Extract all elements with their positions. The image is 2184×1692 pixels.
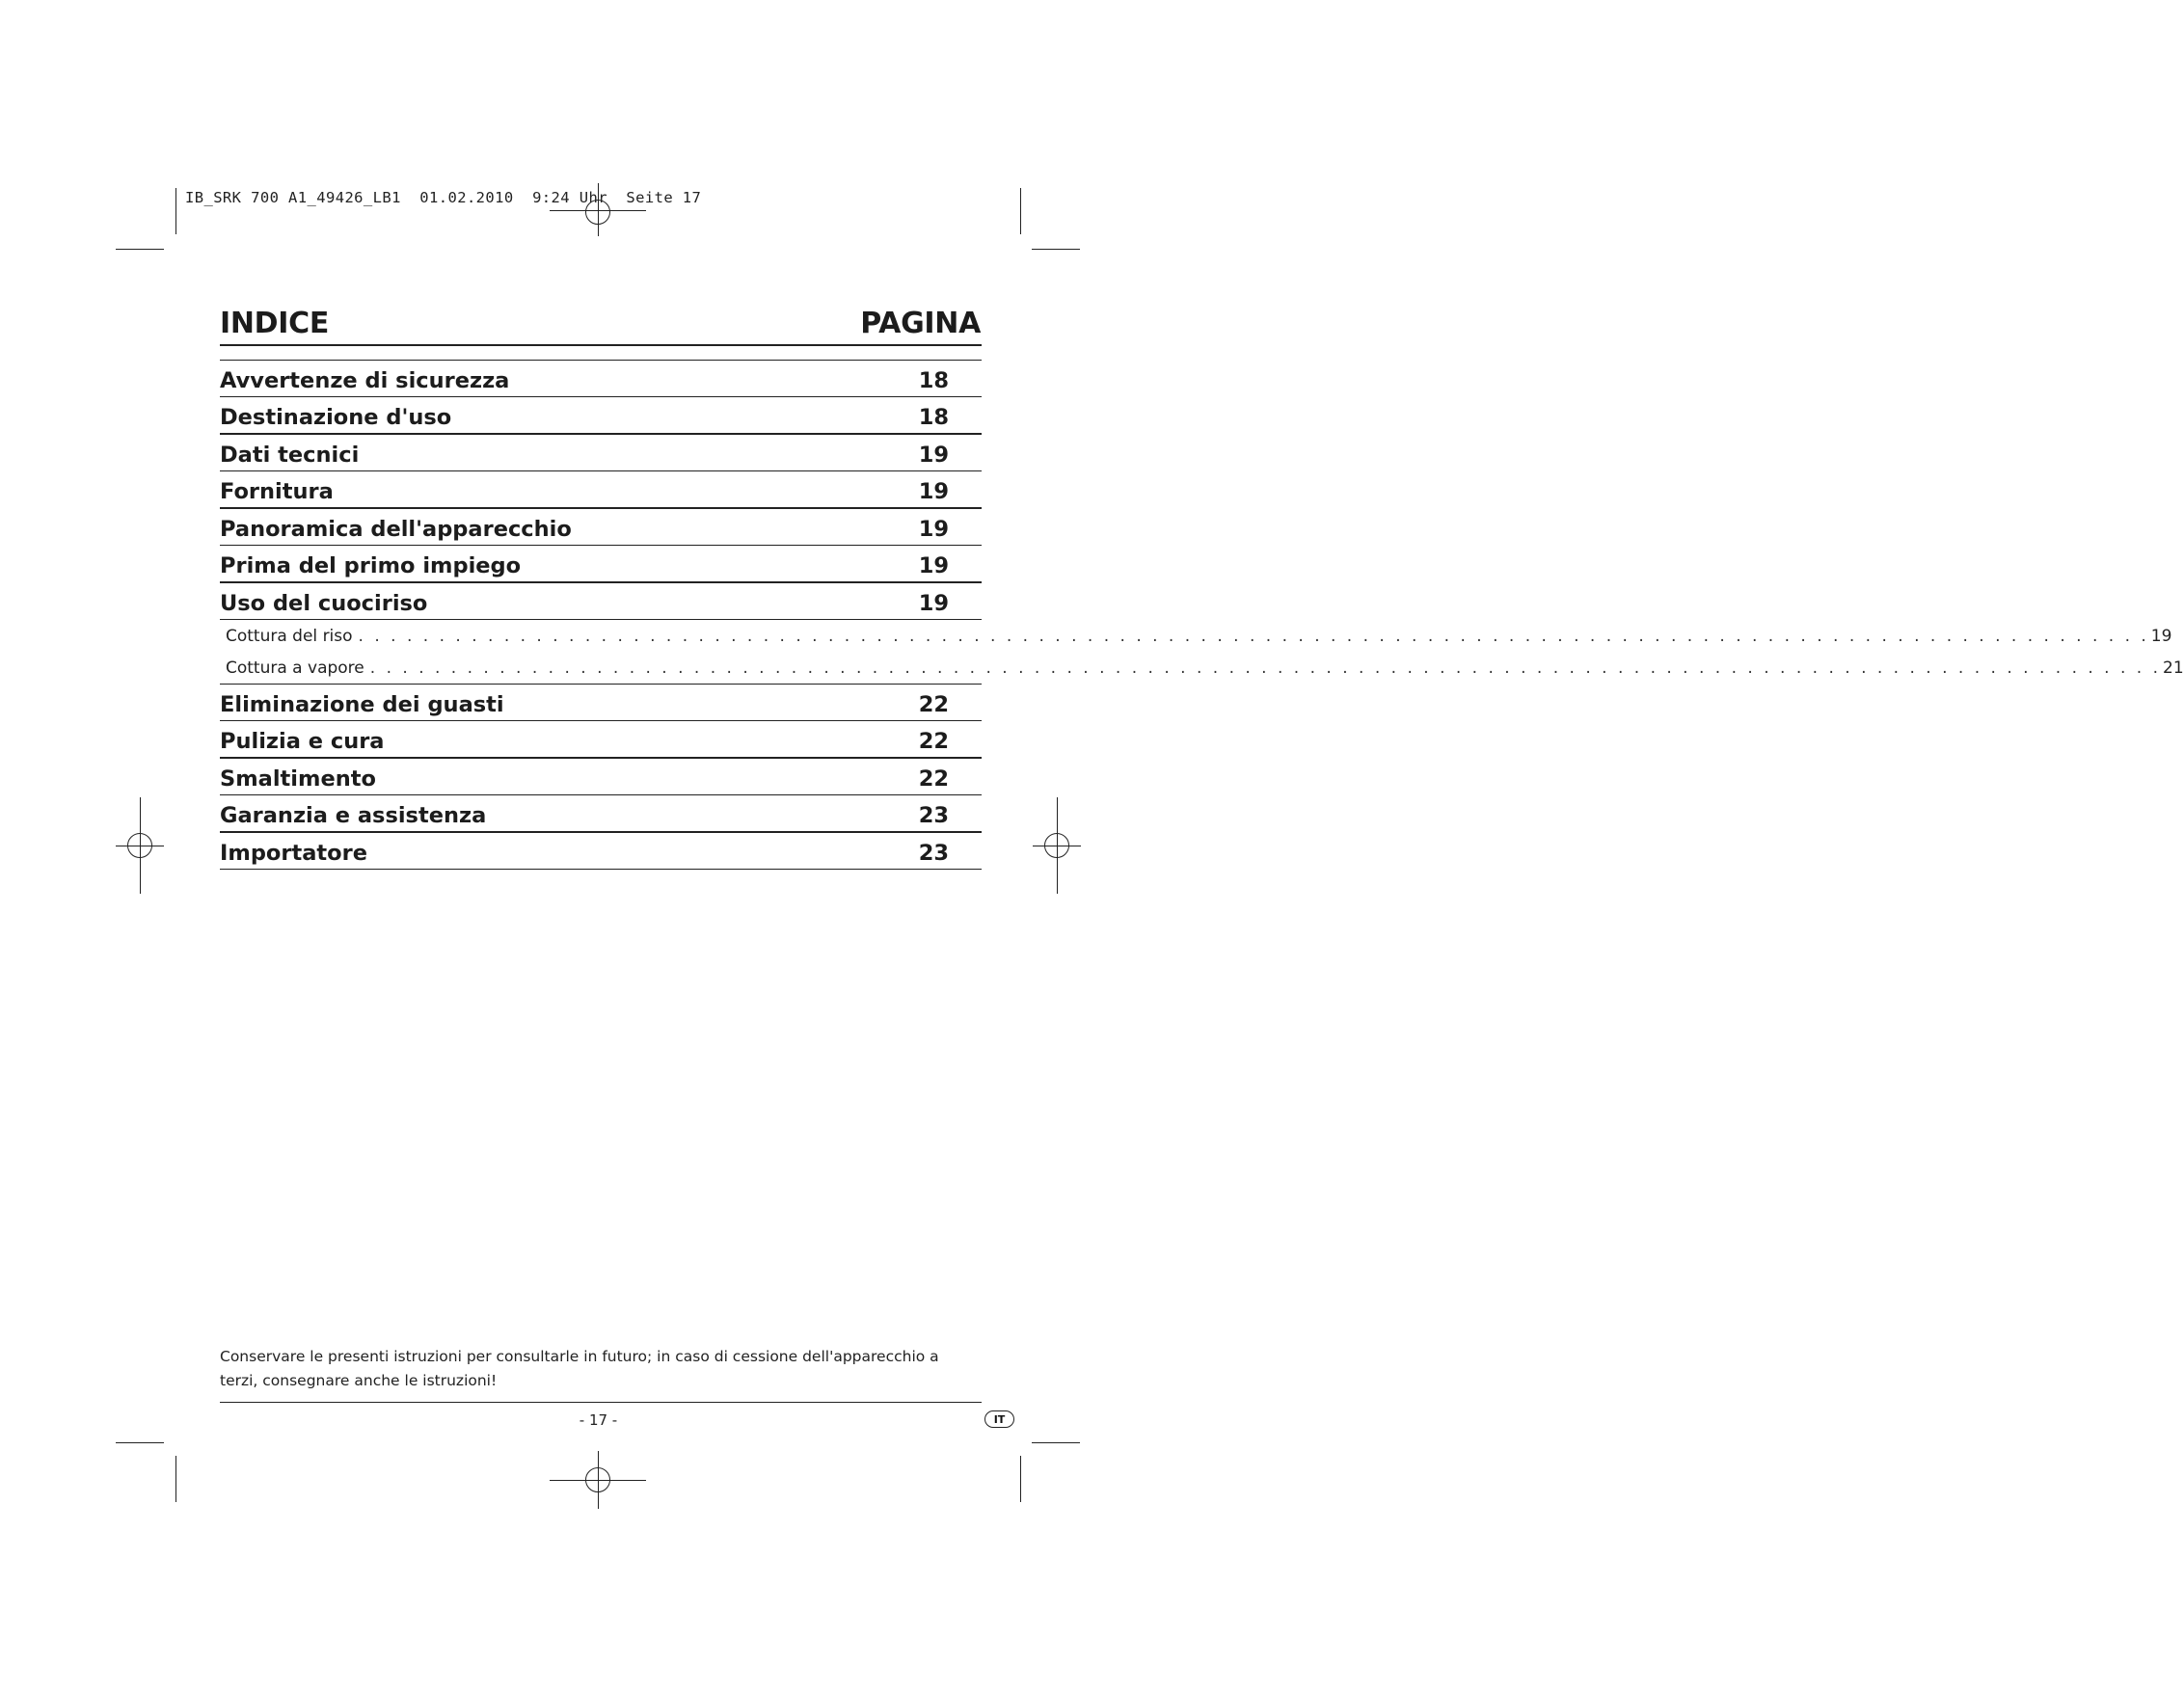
toc-entry[interactable] [220,508,982,546]
retain-instructions-note: Conservare le presenti istruzioni per consultarle in futuro; in caso di cessione dell'apparecchio a terzi, consegnare anche le istruzioni! [220,1348,939,1389]
toc-entry[interactable] [220,434,982,471]
toc-entry-label: Prima del primo impiego [220,553,522,578]
crop-mark [1020,188,1021,234]
toc-entry[interactable] [220,360,982,397]
toc-entry-label: Fornitura [220,479,334,504]
toc-entry-label: Garanzia e assistenza [220,803,487,828]
toc-entry-page: 22 [918,729,949,754]
toc-entry-label: Importatore [220,841,367,866]
toc-entry-label: Smaltimento [220,766,376,792]
page-column-header: PAGINA [860,307,981,340]
toc-entry-page: 23 [918,841,949,866]
crop-mark [1032,1442,1080,1443]
toc-entry-page: 19 [918,553,949,578]
toc-entry-page: 22 [918,692,949,717]
toc-subentry-label: Cottura del riso [226,627,353,646]
toc-entry-page: 19 [918,591,949,616]
crop-mark [175,188,176,234]
footer-rule [220,1402,982,1403]
toc-subentry[interactable] [226,621,2172,646]
toc-entry-page: 23 [918,803,949,828]
crop-mark [175,1456,176,1502]
toc-entry-label: Eliminazione dei guasti [220,692,504,717]
toc-entry[interactable] [220,582,982,620]
toc-entry-label: Uso del cuociriso [220,591,428,616]
toc-entry-label: Destinazione d'uso [220,405,452,430]
toc-entry[interactable] [220,758,982,795]
toc-entry[interactable] [220,832,982,870]
toc-entry[interactable] [220,794,982,832]
toc-entry-page: 18 [918,368,949,393]
toc-entry-page: 19 [918,517,949,542]
language-badge: IT [984,1410,1014,1428]
toc-entry-page: 19 [918,443,949,468]
toc-entry-page: 22 [918,766,949,792]
toc-entry-label: Avvertenze di sicurezza [220,368,510,393]
leader-dots: . . . . . . . . . . . . . . . . . . . . . . . . . . . . . . . . . . . . . . . . . . . . . . . . . . . . . . . . . . . . . . . . . . . . . . . . . . . . . . . . . . . . . . . . . . . . . . . . . . . . . . . . . . . . . . . [358,627,2149,646]
crop-mark [1032,249,1080,250]
toc-subentry-label: Cottura a vapore [226,658,364,678]
toc-title: INDICE [220,307,330,340]
toc-subentry[interactable] [226,653,2184,678]
crop-mark [116,1442,164,1443]
toc-entry[interactable] [220,684,982,721]
toc-entry-page: 19 [918,479,949,504]
toc-subentry-page: 19 [2150,627,2172,646]
page-number: - 17 - [579,1411,618,1429]
toc-entry-label: Dati tecnici [220,443,360,468]
printer-slug-line: IB_SRK 700 A1_49426_LB1 01.02.2010 9:24 Uhr Seite 17 [185,189,702,206]
title-rule [220,344,982,346]
toc-subentry-page: 21 [2163,658,2184,678]
toc-entry[interactable] [220,720,982,758]
toc-entry[interactable] [220,470,982,508]
toc-entry[interactable] [220,396,982,434]
toc-entry[interactable] [220,545,982,582]
crop-mark [1020,1456,1021,1502]
toc-entry-page: 18 [918,405,949,430]
toc-entry-label: Pulizia e cura [220,729,385,754]
toc-entry-label: Panoramica dell'apparecchio [220,517,572,542]
leader-dots: . . . . . . . . . . . . . . . . . . . . . . . . . . . . . . . . . . . . . . . . . . . . . . . . . . . . . . . . . . . . . . . . . . . . . . . . . . . . . . . . . . . . . . . . . . . . . . . . . . . . . . . . . . . . . . . [369,658,2162,678]
crop-mark [116,249,164,250]
